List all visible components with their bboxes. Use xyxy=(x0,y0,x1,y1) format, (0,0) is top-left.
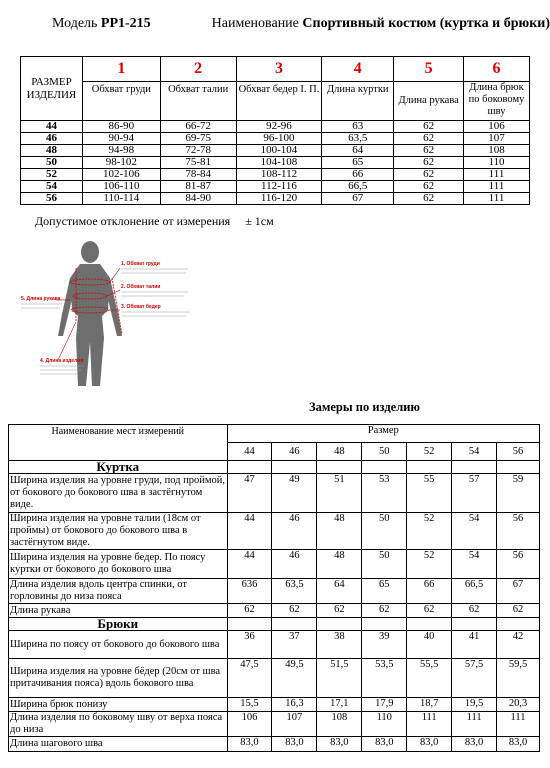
pants-section-title: Брюки xyxy=(9,618,228,631)
measure-value: 65 xyxy=(362,579,407,604)
measure-row xyxy=(9,659,540,698)
measure-label: Ширина брюк понизу xyxy=(9,698,228,712)
size-cell: 44 xyxy=(227,443,272,461)
measure-value: 36 xyxy=(227,631,272,659)
value-cell: 98-102 xyxy=(82,157,160,169)
measure-value: 51 xyxy=(317,474,362,513)
value-cell: 90-94 xyxy=(82,133,160,145)
measure-value: 17,9 xyxy=(362,698,407,712)
measure-value: 55 xyxy=(407,474,452,513)
value-cell: 66 xyxy=(322,169,394,181)
measure-value: 66,5 xyxy=(452,579,497,604)
tolerance-text: Допустимое отклонение от измерения xyxy=(35,214,231,228)
measure-value: 83,0 xyxy=(362,737,407,752)
size-cell: 48 xyxy=(317,443,362,461)
measure-value: 46 xyxy=(272,513,317,550)
measure-value: 62 xyxy=(272,604,317,618)
value-cell: 62 xyxy=(394,121,464,133)
measure-value: 50 xyxy=(362,513,407,550)
size-row xyxy=(21,193,530,205)
empty-cell xyxy=(497,618,540,631)
empty-cell xyxy=(407,461,452,474)
value-cell: 62 xyxy=(394,181,464,193)
label-sleeve: 5. Длина рукава xyxy=(21,296,61,302)
measure-value: 20,3 xyxy=(497,698,540,712)
measure-label: Длина шагового шва xyxy=(9,737,228,752)
value-cell: 92-96 xyxy=(236,121,322,133)
value-cell: 111 xyxy=(464,193,530,205)
empty-cell xyxy=(497,461,540,474)
measure-value: 63,5 xyxy=(272,579,317,604)
col-label: Обхват груди xyxy=(82,82,160,121)
size-chart-table xyxy=(20,56,530,205)
measure-value: 52 xyxy=(407,513,452,550)
measure-label: Ширина изделия на уровне бёдер (20см от шва притачивания пояса) вдоль бокового шва xyxy=(9,659,228,698)
measure-value: 108 xyxy=(317,712,362,737)
measure-value: 59,5 xyxy=(497,659,540,698)
value-cell: 69-75 xyxy=(160,133,236,145)
measure-value: 66 xyxy=(407,579,452,604)
measure-label: Длина изделия по боковому шву от верха пояса до низа xyxy=(9,712,228,737)
measure-row xyxy=(9,737,540,752)
measure-value: 56 xyxy=(497,550,540,579)
measure-value: 57 xyxy=(452,474,497,513)
measure-value: 636 xyxy=(227,579,272,604)
col-label: Обхват талии xyxy=(160,82,236,121)
measure-value: 83,0 xyxy=(497,737,540,752)
value-cell: 62 xyxy=(394,145,464,157)
col-number: 4 xyxy=(322,57,394,82)
label-hips: 3. Обхват бедер xyxy=(121,304,161,310)
size-row xyxy=(21,169,530,181)
empty-cell xyxy=(227,618,272,631)
section-row xyxy=(9,461,540,474)
measure-value: 16,3 xyxy=(272,698,317,712)
size-cell: 52 xyxy=(407,443,452,461)
model-value: PP1-215 xyxy=(100,16,151,31)
measure-value: 49,5 xyxy=(272,659,317,698)
document-header xyxy=(52,16,550,32)
measure-value: 19,5 xyxy=(452,698,497,712)
value-cell: 63 xyxy=(322,121,394,133)
measure-label: Ширина изделия на уровне талии (18см от проймы) от бокового до бокового шва в застёгнутом виде. xyxy=(9,513,228,550)
measure-value: 47 xyxy=(227,474,272,513)
measure-value: 40 xyxy=(407,631,452,659)
value-cell: 86-90 xyxy=(82,121,160,133)
measure-value: 18,7 xyxy=(407,698,452,712)
size-cell: 52 xyxy=(21,169,83,181)
measure-value: 53,5 xyxy=(362,659,407,698)
measure-label: Ширина по поясу от бокового до бокового шва xyxy=(9,631,228,659)
col-label: Длина брюк по боковому шву xyxy=(464,82,530,121)
label-waist: 2. Обхват талии xyxy=(121,284,161,290)
value-cell: 75-81 xyxy=(160,157,236,169)
measure-row xyxy=(9,698,540,712)
size-cell: 44 xyxy=(21,121,83,133)
value-cell: 66-72 xyxy=(160,121,236,133)
col-number: 3 xyxy=(236,57,322,82)
measure-row xyxy=(9,579,540,604)
value-cell: 63,5 xyxy=(322,133,394,145)
value-cell: 67 xyxy=(322,193,394,205)
value-cell: 106-110 xyxy=(82,181,160,193)
measure-value: 47,5 xyxy=(227,659,272,698)
measure-value: 57,5 xyxy=(452,659,497,698)
value-cell: 94-98 xyxy=(82,145,160,157)
measure-value: 83,0 xyxy=(272,737,317,752)
name-label: Наименование xyxy=(211,16,299,31)
empty-cell xyxy=(362,618,407,631)
model-label: Модель xyxy=(52,16,98,31)
size-cell: 46 xyxy=(21,133,83,145)
garment-measures-table xyxy=(8,424,540,752)
measure-value: 83,0 xyxy=(407,737,452,752)
size-cell: 56 xyxy=(21,193,83,205)
measure-value: 46 xyxy=(272,550,317,579)
empty-cell xyxy=(452,618,497,631)
size-cell: 50 xyxy=(362,443,407,461)
value-cell: 108-112 xyxy=(236,169,322,181)
measure-value: 111 xyxy=(407,712,452,737)
measure-value: 37 xyxy=(272,631,317,659)
measure-value: 62 xyxy=(407,604,452,618)
measure-value: 83,0 xyxy=(452,737,497,752)
value-cell: 110 xyxy=(464,157,530,169)
measure-row xyxy=(9,631,540,659)
empty-cell xyxy=(317,618,362,631)
size-header: Размер xyxy=(227,425,539,443)
measure-value: 53 xyxy=(362,474,407,513)
value-cell: 100-104 xyxy=(236,145,322,157)
measure-row xyxy=(9,550,540,579)
measure-value: 51,5 xyxy=(317,659,362,698)
measure-value: 39 xyxy=(362,631,407,659)
size-cell: 50 xyxy=(21,157,83,169)
measure-value: 83,0 xyxy=(227,737,272,752)
size-cell: 54 xyxy=(21,181,83,193)
empty-cell xyxy=(272,461,317,474)
measure-row xyxy=(9,604,540,618)
empty-cell xyxy=(407,618,452,631)
size-row xyxy=(21,121,530,133)
measure-value: 62 xyxy=(497,604,540,618)
value-cell: 81-87 xyxy=(160,181,236,193)
value-cell: 78-84 xyxy=(160,169,236,181)
measure-value: 42 xyxy=(497,631,540,659)
size-header: РАЗМЕР ИЗДЕЛИЯ xyxy=(21,57,83,121)
measure-label: Длина изделия вдоль центра спинки, от горловины до низа пояса xyxy=(9,579,228,604)
value-cell: 107 xyxy=(464,133,530,145)
value-cell: 62 xyxy=(394,193,464,205)
measure-value: 107 xyxy=(272,712,317,737)
tolerance-note xyxy=(35,214,274,229)
body-silhouette-illustration xyxy=(18,238,208,393)
label-length: 4. Длина изделия xyxy=(40,358,84,364)
value-cell: 104-108 xyxy=(236,157,322,169)
size-cell: 54 xyxy=(452,443,497,461)
col-label: Длина куртки xyxy=(322,82,394,121)
col-label: Длина рукава xyxy=(394,82,464,121)
value-cell: 62 xyxy=(394,169,464,181)
value-cell: 102-106 xyxy=(82,169,160,181)
measure-value: 17,1 xyxy=(317,698,362,712)
value-cell: 110-114 xyxy=(82,193,160,205)
col-number: 2 xyxy=(160,57,236,82)
value-cell: 112-116 xyxy=(236,181,322,193)
measure-value: 67 xyxy=(497,579,540,604)
measure-value: 54 xyxy=(452,550,497,579)
value-cell: 62 xyxy=(394,157,464,169)
value-cell: 65 xyxy=(322,157,394,169)
value-cell: 111 xyxy=(464,169,530,181)
measure-value: 48 xyxy=(317,513,362,550)
size-row xyxy=(21,157,530,169)
measure-label: Ширина изделия на уровне груди, под проймой, от бокового до бокового шва в застёгнутом виде. xyxy=(9,474,228,513)
measure-row xyxy=(9,513,540,550)
measure-value: 48 xyxy=(317,550,362,579)
measure-value: 38 xyxy=(317,631,362,659)
value-cell: 106 xyxy=(464,121,530,133)
measure-value: 41 xyxy=(452,631,497,659)
measure-row xyxy=(9,474,540,513)
name-value: Спортивный костюм (куртка и брюки) xyxy=(302,16,550,31)
measure-label: Длина рукава xyxy=(9,604,228,618)
name-header: Наименование мест измерений xyxy=(9,425,228,461)
empty-cell xyxy=(362,461,407,474)
measure-value: 50 xyxy=(362,550,407,579)
col-number: 1 xyxy=(82,57,160,82)
measure-value: 54 xyxy=(452,513,497,550)
size-cell: 56 xyxy=(497,443,540,461)
empty-cell xyxy=(452,461,497,474)
measure-value: 111 xyxy=(497,712,540,737)
col-label: Обхват бедер I. П. xyxy=(236,82,322,121)
size-row xyxy=(21,181,530,193)
value-cell: 96-100 xyxy=(236,133,322,145)
col-number: 6 xyxy=(464,57,530,82)
value-cell: 66,5 xyxy=(322,181,394,193)
measure-value: 62 xyxy=(317,604,362,618)
measure-value: 83,0 xyxy=(317,737,362,752)
measure-value: 44 xyxy=(227,550,272,579)
measure-value: 110 xyxy=(362,712,407,737)
empty-cell xyxy=(317,461,362,474)
measure-value: 55,5 xyxy=(407,659,452,698)
section-row xyxy=(9,618,540,631)
measure-value: 62 xyxy=(362,604,407,618)
size-cell: 48 xyxy=(21,145,83,157)
size-row xyxy=(21,133,530,145)
value-cell: 116-120 xyxy=(236,193,322,205)
value-cell: 64 xyxy=(322,145,394,157)
measures-title: Замеры по изделию xyxy=(309,400,420,414)
col-number: 5 xyxy=(394,57,464,82)
size-cell: 46 xyxy=(272,443,317,461)
measure-value: 49 xyxy=(272,474,317,513)
measure-value: 52 xyxy=(407,550,452,579)
measure-label: Ширина изделия на уровне бедер. По поясу куртки от бокового до бокового шва xyxy=(9,550,228,579)
measure-value: 62 xyxy=(227,604,272,618)
value-cell: 72-78 xyxy=(160,145,236,157)
measure-value: 15,5 xyxy=(227,698,272,712)
measure-row xyxy=(9,712,540,737)
value-cell: 108 xyxy=(464,145,530,157)
value-cell: 111 xyxy=(464,181,530,193)
value-cell: 84-90 xyxy=(160,193,236,205)
measure-value: 111 xyxy=(452,712,497,737)
measure-value: 62 xyxy=(452,604,497,618)
tolerance-value: ± 1см xyxy=(245,214,274,228)
jacket-section-title: Куртка xyxy=(9,461,228,474)
empty-cell xyxy=(272,618,317,631)
label-chest: 1. Обхват груди xyxy=(121,261,160,267)
measure-value: 106 xyxy=(227,712,272,737)
measure-value: 44 xyxy=(227,513,272,550)
measure-value: 59 xyxy=(497,474,540,513)
size-row xyxy=(21,145,530,157)
empty-cell xyxy=(227,461,272,474)
measure-value: 64 xyxy=(317,579,362,604)
measurement-figure xyxy=(18,238,208,393)
measure-value: 56 xyxy=(497,513,540,550)
value-cell: 62 xyxy=(394,133,464,145)
